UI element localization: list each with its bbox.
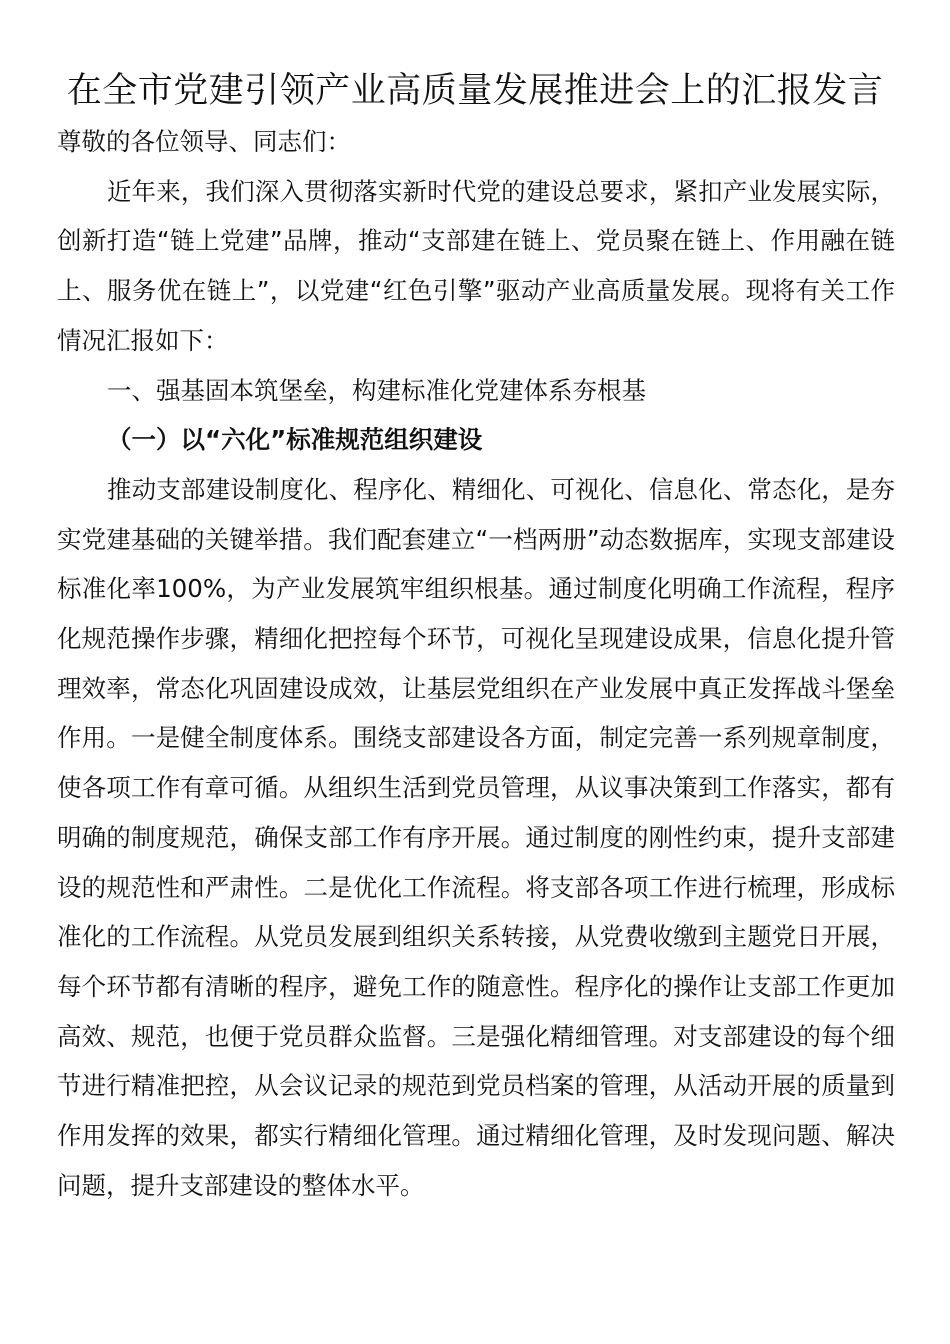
salutation: 尊敬的各位领导、同志们： <box>57 127 351 156</box>
document-body <box>57 117 895 1210</box>
subsection-paragraph: 推动支部建设制度化、程序化、精细化、可视化、信息化、常态化，是夯实党建基础的关键举措。我们配套建立“一档两册”动态数据库，实现支部建设标准化率100%，为产业发展筑牢组织根基。通过制度化明确工作流程，程序化规范操作步骤，精细化把控每个环节，可视化呈现建设成果，信息化提升管理效率，常态化巩固建设成效，让基层党组织在产业发展中真正发挥战斗堡垒作用。一是健全制度体系。围绕支部建设各方面，制定完善一系列规章制度，使各项工作有章可循。从组织生活到党员管理，从议事决策到工作落实，都有明确的制度规范，确保支部工作有序开展。通过制度的刚性约束，提升支部建设的规范性和严肃性。二是优化工作流程。将支部各项工作进行梳理，形成标准化的工作流程。从党员发展到组织关系转接，从党费收缴到主题党日开展，每个环节都有清晰的程序，避免工作的随意性。程序化的操作让支部工作更加高效、规范，也便于党员群众监督。三是强化精细管理。对支部建设的每个细节进行精准把控，从会议记录的规范到党员档案的管理，从活动开展的质量到作用发挥的效果，都实行精细化管理。通过精细化管理，及时发现问题、解决问题，提升支部建设的整体水平。 <box>57 474 895 1200</box>
intro-paragraph: 近年来，我们深入贯彻落实新时代党的建设总要求，紧扣产业发展实际，创新打造“链上党建”品牌，推动“支部建在链上、党员聚在链上、作用融在链上、服务优在链上”，以党建“红色引擎”驱动产业高质量发展。现将有关工作情况汇报如下： <box>57 176 895 355</box>
section-heading: 一、强基固本筑堡垒，构建标准化党建体系夯根基 <box>107 375 646 405</box>
document-title: 在全市党建引领产业高质量发展推进会上的汇报发言 <box>66 71 884 111</box>
subsection-heading: （一）以“六化”标准规范组织建设 <box>107 425 483 455</box>
